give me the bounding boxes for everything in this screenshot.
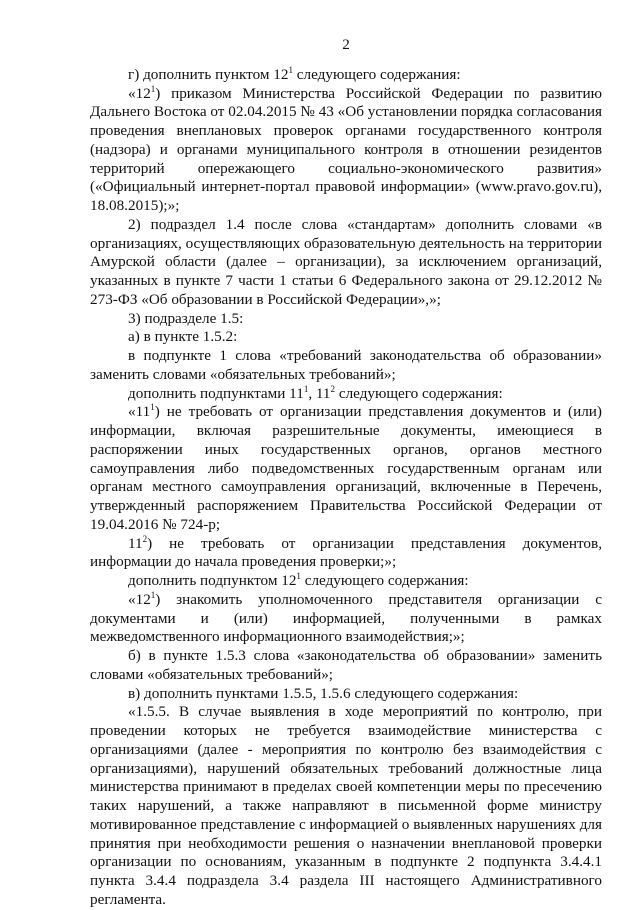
paragraph-add-1-5-5-1-5-6: в) дополнить пунктами 1.5.5, 1.5.6 следующего содержания: <box>128 684 519 702</box>
paragraph-item-g: г) дополнить пунктом $12^1$ следующего содержания: <box>128 64 461 83</box>
superscript: 1 <box>150 402 155 413</box>
superscript: 1 <box>150 589 156 600</box>
paragraph-12-1-order: «$12^1$) приказом Министерства Российской Федерации по развитию Дальнего Востока от 02.04.2015 № 43 «Об установлении порядка согласования проведения внеплановых проверок органами государственного контроля (надзора) и органами муниципального контроля в отношении резидентов территорий опережающего социально-экономического развития» («Официальный интернет-портал правовой информации» (www.pravo.gov.ru), 18.08.2015);»; <box>90 83 602 214</box>
superscript: 2 <box>330 383 336 394</box>
superscript: 2 <box>142 533 148 544</box>
superscript: 1 <box>303 383 309 394</box>
superscript: 1 <box>296 571 301 581</box>
paragraph-add-11-1-11-2: дополнить подпунктами $11^1$, $11^2$ следующего содержания: <box>128 383 503 402</box>
paragraph-point-1-5-3: б) в пункте 1.5.3 слова «законодательства об образовании» заменить словами «обязательных требований»; <box>90 647 602 683</box>
paragraph-subsection-1-4: 2) подраздел 1.4 после слова «стандартам» дополнить словами «в организациях, осуществляющих образовательную деятельность на территории Амурской области (далее – организации), за исключением организаций, указанных в пункте 7 части 1 статьи 6 Федерального закона от 29.12.2012 № 273-ФЗ «Об образовании в Российской Федерации»,»; <box>90 215 602 308</box>
page-number: 2 <box>342 36 350 53</box>
paragraph-subsection-1-5: 3) подразделе 1.5: <box>128 309 244 327</box>
paragraph-12-1-familiarize: «$12^1$) знакомить уполномоченного представителя организации с документами и (или) информацией, полученными в рамках межведомственного информационного взаимодействия;»; <box>90 589 602 646</box>
paragraph-add-12-1: дополнить подпунктом $12^1$ следующего содержания: <box>128 571 469 589</box>
superscript: 1 <box>150 83 156 94</box>
paragraph-11-2: $11^2$) не требовать от организации представления документов, информации до начала проведения проверки;»; <box>90 533 602 571</box>
paragraph-subpoint-1: в подпункте 1 слова «требований законодательства об образовании» заменить словами «обязательных требований»; <box>90 347 602 383</box>
paragraph-1-5-5: «1.5.5. В случае выявления в ходе мероприятий по контролю, при проведении которых не требуется взаимодействие министерства с организациями (далее - мероприятия по контролю без взаимодействия с организациями), нарушений обязательных требований должностные лица министерства принимают в пределах своей компетенции меры по пресечению таких нарушений, а также направляют в письменной форме министру мотивированное представление с информацией о выявленных нарушениях для принятия при необходимости решения о назначении внеплановой проверки организации по основаниям, указанным в подпункте 2 подпункта 3.4.4.1 пункта 3.4.4 подраздела 3.4 раздела III настоящего Административного регламента. <box>90 703 602 908</box>
paragraph-11-1: «$11^1$) не требовать от организации представления документов и (или) информации, включая разрешительные документы, имеющиеся в распоряжении иных государственных органов, органов местного самоуправления либо подведомственных государственным органам или органам местного самоуправления организаций, включенные в Перечень, утвержденный распоряжением Правительства Российской Федерации от 19.04.2016 № 724-р; <box>90 402 602 533</box>
paragraph-point-1-5-2: а) в пункте 1.5.2: <box>128 328 238 346</box>
superscript: 1 <box>288 64 293 75</box>
